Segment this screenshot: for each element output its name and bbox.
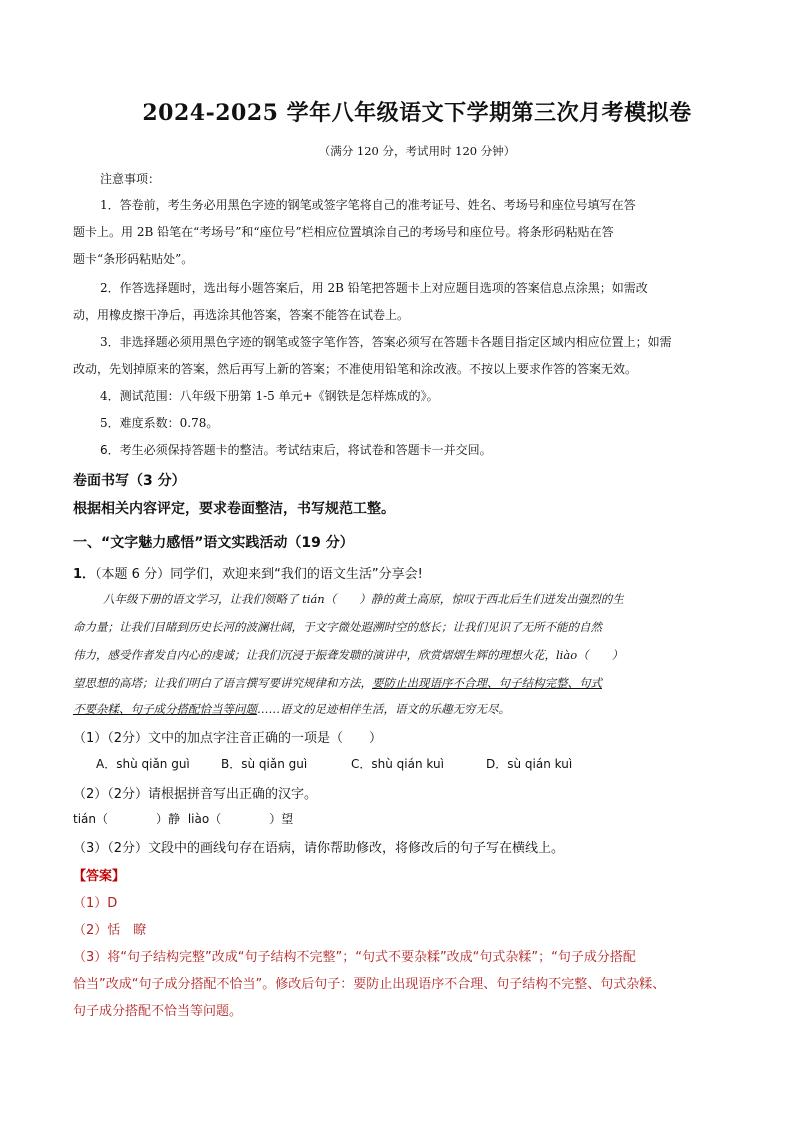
exam-subtitle: （满分 120 分，考试用时 120 分钟）: [318, 144, 516, 158]
option-d: D．sù qián kuì: [486, 757, 573, 771]
question-1-score: （本题 6 分）: [95, 567, 171, 582]
passage-line-1: 八年级下册的语文学习，让我们领略了 tián（ ）静的黄土高原，惊叹于西北后生们迸发出强烈的生: [103, 592, 624, 606]
option-a: A．shù qiǎn guì: [96, 757, 190, 771]
answer-3-line-2: 恰当”改成“句子成分搭配不恰当”。修改后句子：要防止出现语序不合理、句子结构不完整、句式杂糅、: [73, 977, 666, 992]
note-item-4: 4．测试范围：八年级下册第 1-5 单元+《钢铁是怎样炼成的》。: [100, 389, 439, 403]
notes-heading: 注意事项：: [100, 172, 161, 186]
question-1-header: [73, 563, 423, 582]
note-item-3-line-1: 3．非选择题必须用黑色字迹的钢笔或签字笔作答，答案必须写在答题卡各题目指定区域内相应位置上；如需: [100, 335, 672, 349]
note-item-1-line-2: 题卡上。用 2B 铅笔在“考场号”和“座位号”栏相应位置填涂自己的考场号和座位号。将条形码粘贴在答: [73, 225, 614, 239]
note-item-1-line-1: 1．答卷前，考生务必用黑色字迹的钢笔或签字笔将自己的准考证号、姓名、考场号和座位号填写在答: [100, 198, 636, 212]
passage-line-4: [73, 675, 602, 691]
answer-1: （1）D: [73, 896, 118, 911]
passage-line-3: 伟力，感受作者发自内心的虔诚；让我们沉浸于振聋发聩的演讲中，欣赏熠熠生辉的理想火花，liào（ ）: [73, 648, 624, 662]
note-item-1-line-3: 题卡“条形码粘贴处”。: [73, 252, 194, 266]
answer-3-line-1: （3）将“句子结构完整”改成“句子结构不完整”；“句式不要杂糅”改成“句式杂糅”；“句子成分搭配: [73, 950, 636, 965]
question-1-prompt: 同学们，欢迎来到“我们的语文生活”分享会!: [170, 567, 423, 582]
section-1-heading: 一、“文字魅力感悟”语文实践活动（19 分）: [73, 535, 354, 551]
passage-line-5: [73, 701, 510, 717]
answer-2: （2）恬 瞭: [73, 923, 147, 938]
handwriting-text: 根据相关内容评定，要求卷面整洁，书写规范工整。: [73, 501, 395, 517]
fill-blank-liao: liào（ ）望: [187, 812, 294, 826]
note-item-5: 5．难度系数：0.78。: [100, 416, 219, 430]
fill-blank-tian: tián（ ）静: [73, 812, 180, 826]
note-item-2-line-1: 2．作答选择题时，选出每小题答案后，用 2B 铅笔把答题卡上对应题目选项的答案信息点涂黑；如需改: [100, 281, 648, 295]
answer-3-line-3: 句子成分搭配不恰当等问题。: [73, 1004, 243, 1019]
passage-line-5-text: ……语文的足迹相伴生活，语文的乐趣无穷无尽。: [257, 702, 510, 716]
exam-title: 2024-2025 学年八年级语文下学期第三次月考模拟卷: [142, 100, 692, 126]
passage-line-4-text: 望思想的高塔；让我们明白了语言撰写要讲究规律和方法，: [73, 676, 372, 690]
passage-line-2: 命力量；让我们目睹到历史长河的波澜壮阔，于文字微处遐溯时空的悠长；让我们见识了无所不能的自然: [73, 620, 602, 634]
option-c: C．shù qián kuì: [351, 757, 444, 771]
note-item-3-line-2: 改动，先划掉原来的答案，然后再写上新的答案；不准使用铅笔和涂改液。不按以上要求作答的答案无效。: [73, 362, 638, 376]
sub-question-1: （1）（2分）文中的加点字注音正确的一项是（ ）: [73, 731, 383, 746]
note-item-2-line-2: 动，用橡皮擦干净后，再选涂其他答案，答案不能答在试卷上。: [73, 308, 410, 322]
note-item-6: 6．考生必须保持答题卡的整洁。考试结束后，将试卷和答题卡一并交回。: [100, 443, 492, 457]
passage-underlined-sentence-part-1: 要防止出现语序不合理、句子结构完整、句式: [372, 676, 602, 690]
handwriting-heading: 卷面书写（3 分）: [73, 473, 186, 489]
sub-question-3: （3）（2分）文段中的画线句存在语病，请你帮助修改，将修改后的句子写在横线上。: [73, 841, 565, 856]
answer-label: 【答案】: [73, 869, 126, 884]
question-1-number: 1．: [73, 567, 96, 582]
sub-question-2-fill-row: [73, 810, 293, 827]
sub-question-2: （2）（2分）请根据拼音写出正确的汉字。: [73, 787, 318, 802]
options-row: [96, 755, 572, 772]
option-b: B．sù qiǎn guì: [221, 757, 308, 771]
passage-underlined-sentence-part-2: 不要杂糅、句子成分搭配恰当等问题: [73, 702, 257, 716]
